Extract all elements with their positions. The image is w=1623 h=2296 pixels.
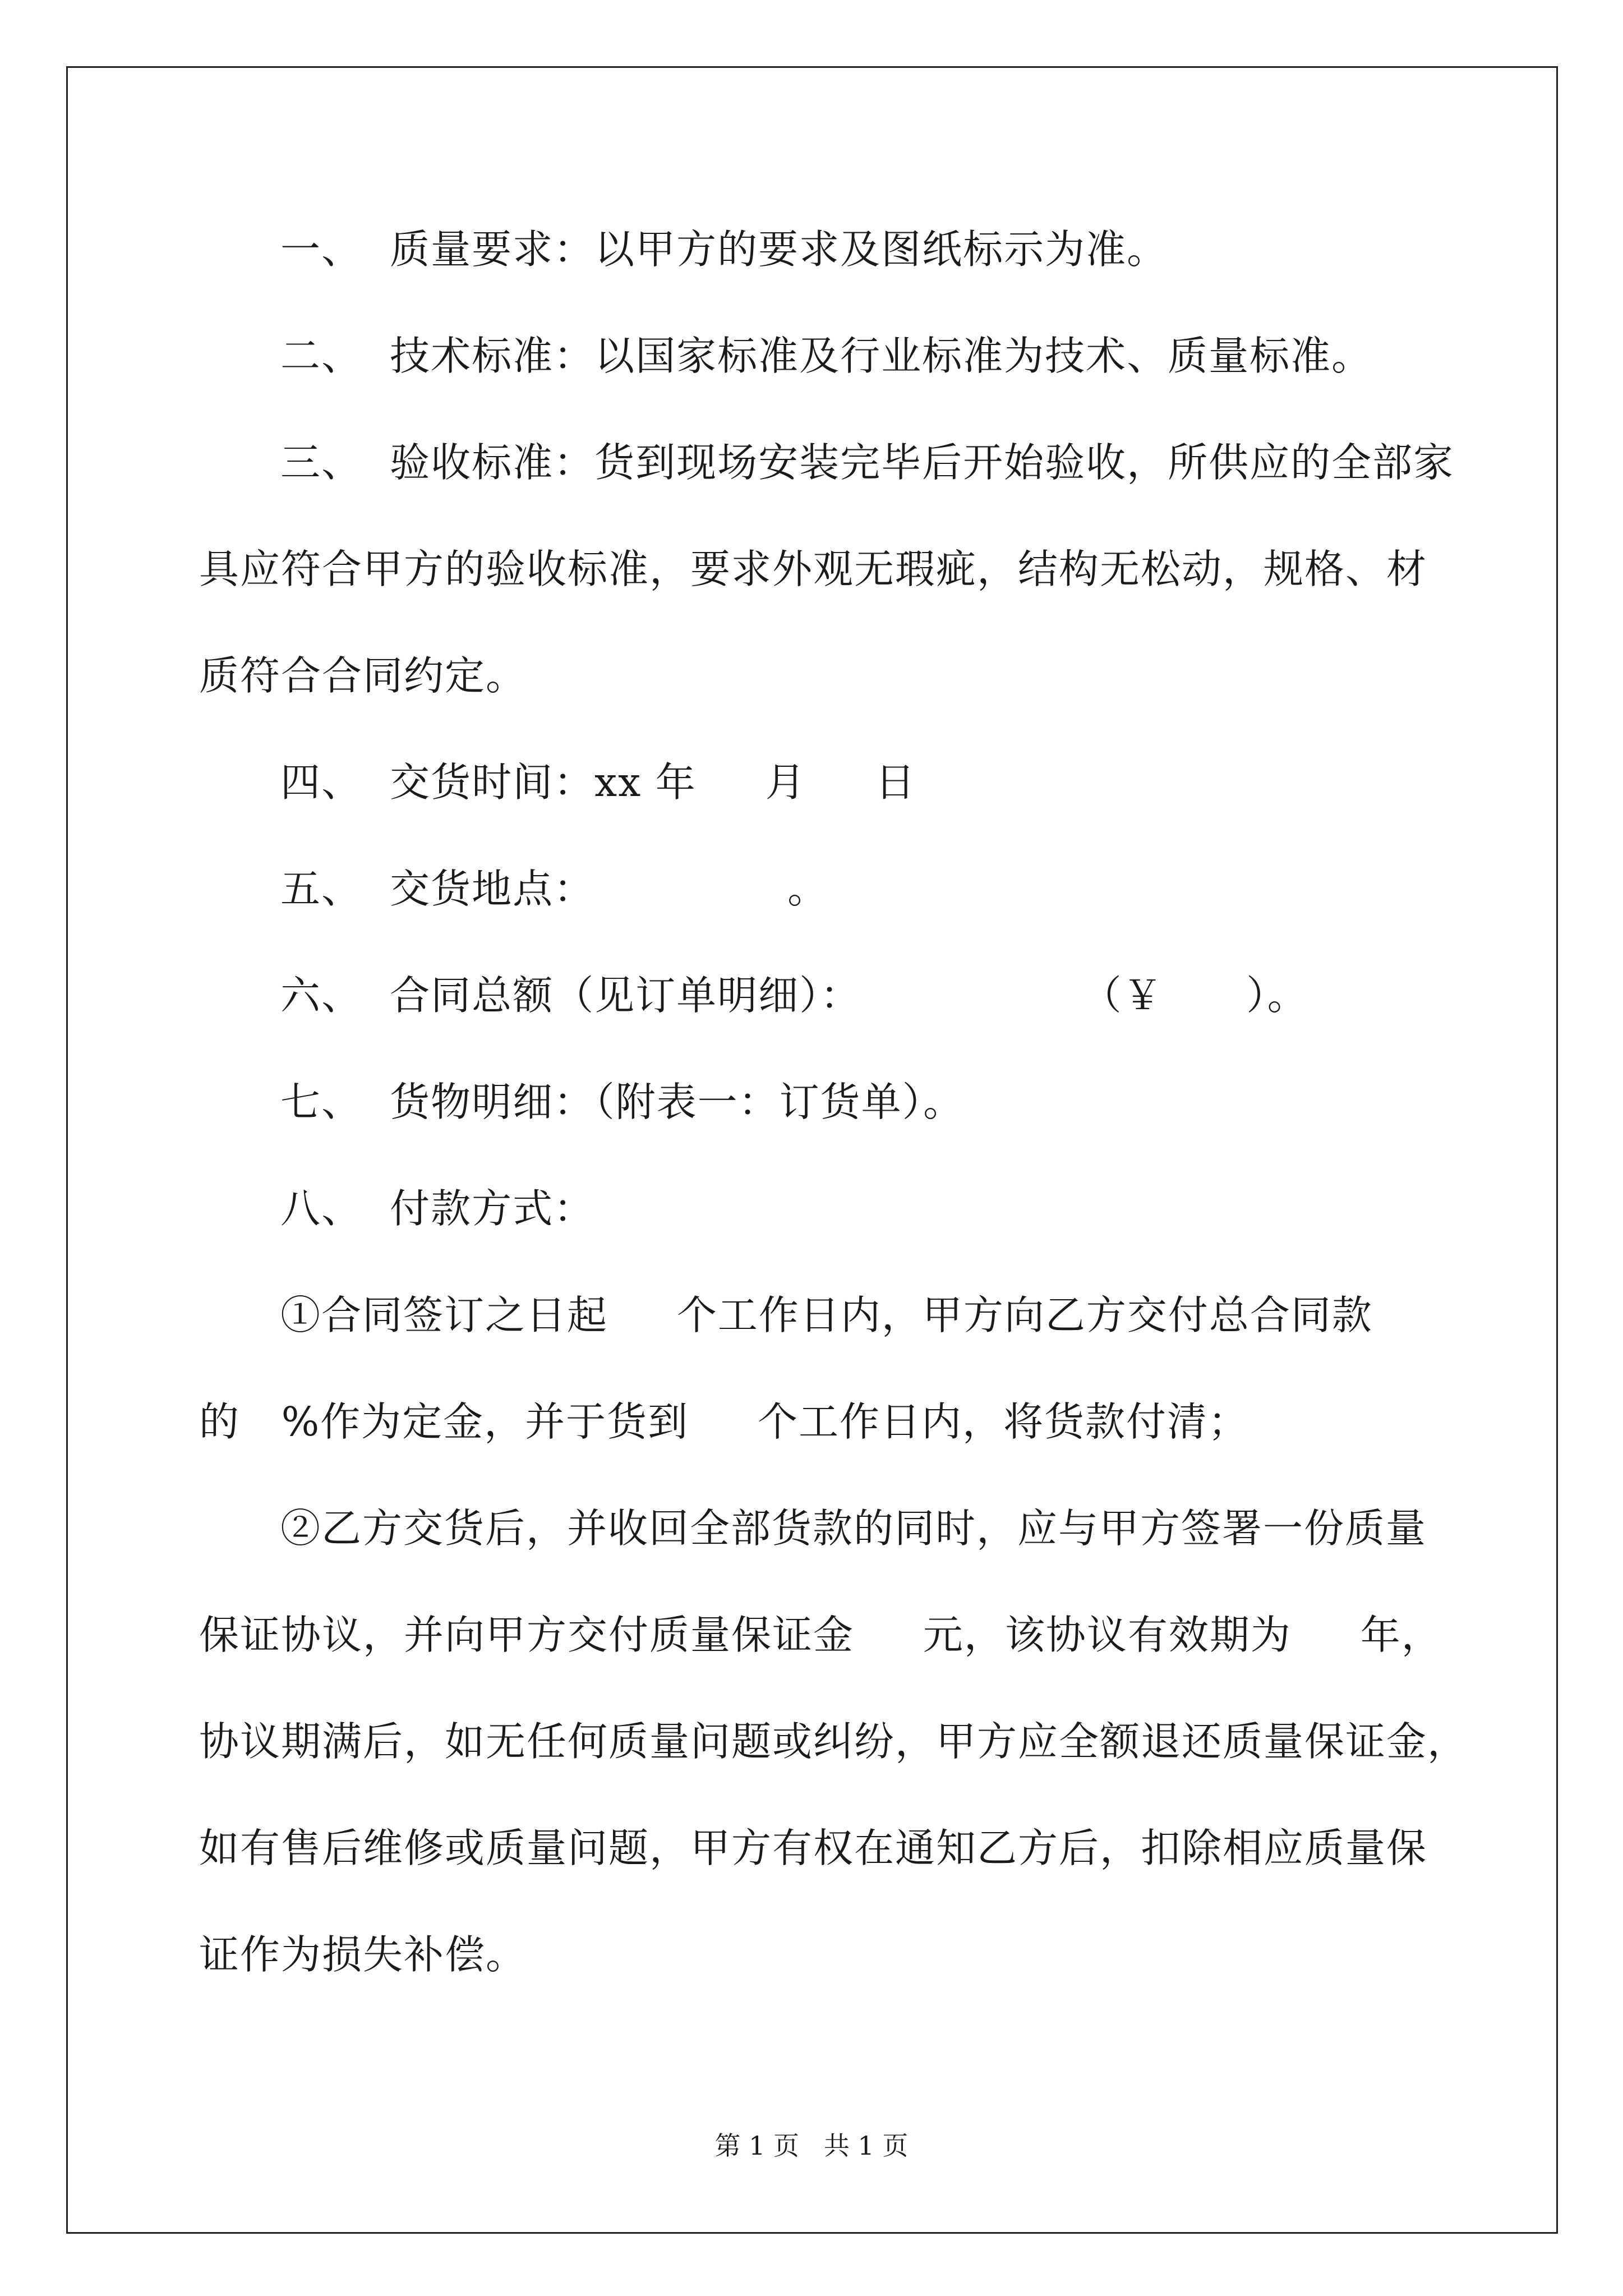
clause-3-cont-2: 质符合合同约定。 [199,652,527,699]
clause-5: 五、 交货地点： 。 [280,866,829,912]
payment-item-2-cont-2: 协议期满后，如无任何质量问题或纠纷，甲方应全额退还质量保证金， [199,1718,1469,1765]
clause-6: 六、 合同总额（见订单明细）： （￥ ）。 [280,972,1308,1019]
payment-item-2-cont-3: 如有售后维修或质量问题，甲方有权在通知乙方后，扣除相应质量保 [199,1825,1428,1871]
payment-item-2: ②乙方交货后，并收回全部货款的同时，应与甲方签署一份质量 [280,1505,1427,1552]
clause-3-cont-1: 具应符合甲方的验收标准，要求外观无瑕疵，结构无松动，规格、材 [199,546,1428,592]
clause-1: 一、 质量要求：以甲方的要求及图纸标示为准。 [280,226,1168,273]
clause-3: 三、 验收标准：货到现场安装完毕后开始验收，所供应的全部家 [280,439,1455,486]
payment-item-2-cont-4: 证作为损失补偿。 [199,1931,527,1978]
clause-2: 二、 技术标准：以国家标准及行业标准为技术、质量标准。 [280,333,1373,379]
clause-8: 八、 付款方式： [280,1185,595,1232]
page-border [66,66,1558,2234]
clause-7: 七、 货物明细：（附表一：订货单）。 [280,1079,965,1125]
payment-item-1-cont: 的 %作为定金，并于货到 个工作日内，将货款付清； [199,1398,1249,1445]
payment-item-2-cont-1: 保证协议，并向甲方交付质量保证金 元，该协议有效期为 年， [199,1612,1442,1658]
page-footer: 第 1 页 共 1 页 [714,2131,909,2161]
payment-item-1: ①合同签订之日起 个工作日内，甲方向乙方交付总合同款 [280,1292,1373,1338]
clause-4: 四、 交货时间：xx 年 月 日 [280,759,916,806]
